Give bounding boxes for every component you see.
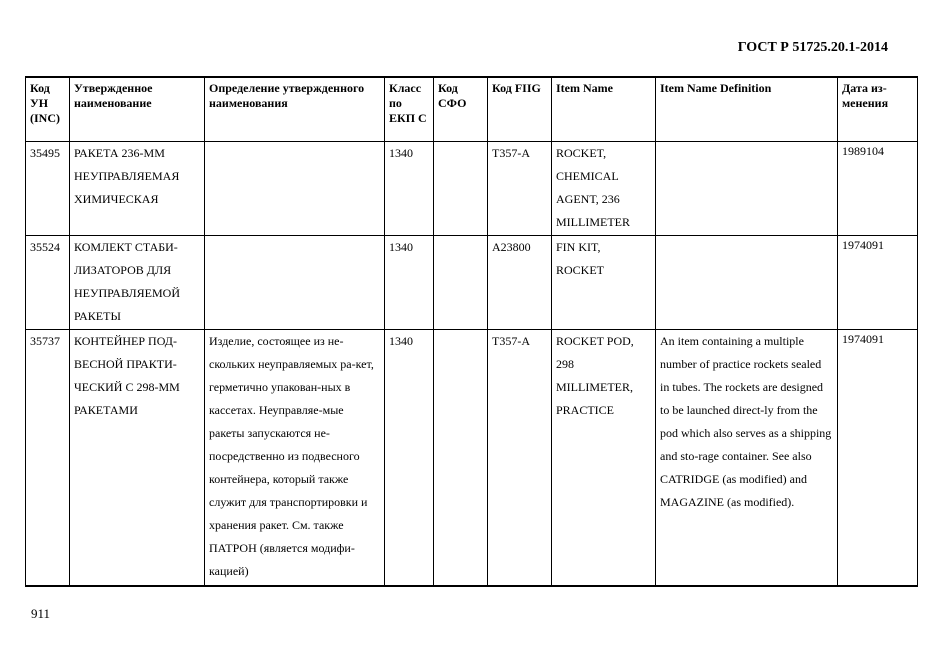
cell-fiig: T357-A: [488, 329, 552, 586]
header-sfo: Код СФО: [434, 77, 488, 141]
header-name-definition: Определение утвержденного наименования: [205, 77, 385, 141]
cell-definition: [205, 141, 385, 235]
header-item-name-definition: Item Name Definition: [656, 77, 838, 141]
header-item-name: Item Name: [552, 77, 656, 141]
cell-item-definition: [656, 235, 838, 329]
cell-name: РАКЕТА 236-ММ НЕУПРАВЛЯЕМАЯ ХИМИЧЕСКАЯ: [70, 141, 205, 235]
header-class: Класс по ЕКП С: [385, 77, 434, 141]
document-code: ГОСТ Р 51725.20.1-2014: [737, 40, 888, 55]
cell-item-name: ROCKET POD, 298 MILLIMETER, PRACTICE: [552, 329, 656, 586]
table-row: [26, 235, 918, 329]
header-row: [26, 77, 918, 141]
header-inc: Код УН (INC): [26, 77, 70, 141]
cell-definition: [205, 235, 385, 329]
page-number: 911: [31, 606, 51, 621]
cell-class: 1340: [385, 235, 434, 329]
cell-date: 1989104: [838, 141, 918, 235]
nomenclature-table: [25, 76, 918, 587]
cell-item-name: ROCKET, CHEMICAL AGENT, 236 MILLIMETER: [552, 141, 656, 235]
header-approved-name: Утвержденное наименование: [70, 77, 205, 141]
cell-fiig: A23800: [488, 235, 552, 329]
cell-sfo: [434, 141, 488, 235]
table-row: [26, 329, 918, 586]
cell-item-definition: An item containing a multiple number of practice rockets sealed in tubes. The rockets are designed to be launched direct-ly from the pod which also serves as a shipping and sto-rage container. See also CATRIDGE (as modified) and MAGAZINE (as modified).: [656, 329, 838, 586]
cell-item-name: FIN KIT, ROCKET: [552, 235, 656, 329]
cell-date: 1974091: [838, 235, 918, 329]
cell-item-definition: [656, 141, 838, 235]
cell-name: КОНТЕЙНЕР ПОД-ВЕСНОЙ ПРАКТИ-ЧЕСКИЙ С 298-ММ РАКЕТАМИ: [70, 329, 205, 586]
header-fiig: Код FIIG: [488, 77, 552, 141]
cell-name: КОМЛЕКТ СТАБИ-ЛИЗАТОРОВ ДЛЯ НЕУПРАВЛЯЕМОЙ РАКЕТЫ: [70, 235, 205, 329]
cell-sfo: [434, 235, 488, 329]
cell-definition: Изделие, состоящее из не-скольких неуправляемых ра-кет, герметично упакован-ных в кассетах. Неуправляе-мые ракеты запускаются не-посредственно из подвесного контейнера, который также служит для транспортировки и хранения ракет. См. также ПАТРОН (является модифи-кацией): [205, 329, 385, 586]
cell-sfo: [434, 329, 488, 586]
cell-date: 1974091: [838, 329, 918, 586]
cell-class: 1340: [385, 329, 434, 586]
cell-inc: 35737: [26, 329, 70, 586]
cell-fiig: T357-A: [488, 141, 552, 235]
cell-inc: 35524: [26, 235, 70, 329]
cell-class: 1340: [385, 141, 434, 235]
table-row: [26, 141, 918, 235]
header-change-date: Дата из-менения: [838, 77, 918, 141]
cell-inc: 35495: [26, 141, 70, 235]
